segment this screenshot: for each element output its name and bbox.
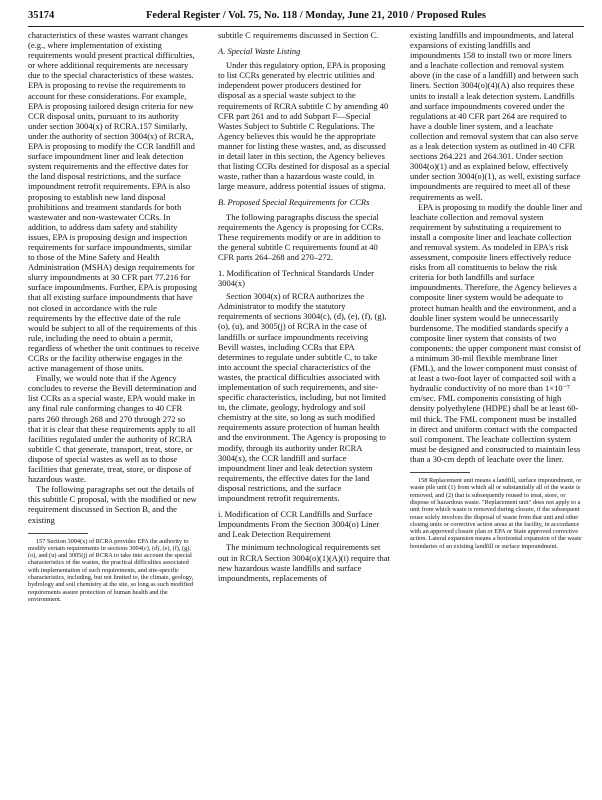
paragraph: Section 3004(x) of RCRA authorizes the Administrator to modify the statutory requirements of sections 3004(c), (d), (e), (f), (g), (o), (u), and 3005(j) of RCRA in the case of landfills or surface impoundments receiving Bevill wastes, including CCRs that EPA determines to regulate under subtitle C, to take into account the special characteristics of the wastes, the practical difficulties associated with implementation of such requirements, and site-specific characteristics, including, but not limited to, the climate, geology, hydrology and soil chemistry at the site, so long as such modified requirements assure protection of human health and the environment. The Agency is proposing to modify, through its authority under RCRA 3004(x), the CCR landfill and surface impoundment liner and leak detection system requirements, the effective dates for the land disposal restrictions, and the surface impoundment retrofit requirements. bbox=[218, 291, 387, 504]
running-head: Federal Register / Vol. 75, No. 118 / Monday, June 21, 2010 / Proposed Rules bbox=[146, 10, 486, 21]
column-3 bbox=[410, 30, 582, 792]
paragraph: The following paragraphs set out the details of this subtitle C proposal, with the modified or new requirement discussed in Section B, and the existing bbox=[28, 484, 197, 525]
paragraph: EPA is proposing to modify the double liner and leachate collection and removal system requirement by substituting a requirement to install a composite liner and leachate collection and removal system. As modeled in EPA's risk assessment, composite liners effectively reduce risks from all constituents to below the risk criteria for both landfills and surface impoundments. Therefore, the Agency believes a composite liner system would be adequate to protect human health and the environment, and a double liner system would be unnecessarily burdensome. The modified standards specify a composite liner system that consists of two components: the upper component must consist of a minimum 30-mil flexible membrane liner (FML), and the lower component must consist of at least a two-foot layer of compacted soil with a hydraulic conductivity of no more than 1×10⁻⁷ cm/sec. FML components consisting of high density polyethylene (HDPE) shall be at least 60-mil thick. The FML component must be installed in direct and uniform contact with the compacted soil component. The leachate collection system must be designed and constructed to maintain less than a 30-cm depth of leachate over the liner. bbox=[410, 201, 582, 464]
paragraph: The minimum technological requirements set out in RCRA Section 3004(o)(1)(A)(i) require that new hazardous waste landfills and surface impoundments, replacements of bbox=[218, 542, 390, 583]
column-2 bbox=[218, 30, 390, 792]
page-number: 35174 bbox=[28, 10, 55, 21]
footnote-158: 158 Replacement unit means a landfill, surface impoundment, or waste pile unit (1) from which all or substantially all of the waste is removed, and (2) that is subsequently reused to treat, store, or dispose of hazardous waste. "Replacement unit" does not apply to a unit from which waste is removed during closure, if the subsequent reuse solely involves the disposal of waste from that unit and other closing units or corrective action areas at the facility, in accordance with an approved closure plan or EPA or State approved corrective action. Lateral expansion means a horizontal expansion of the waste boundaries of an existing landfill or surface impoundment. bbox=[410, 477, 582, 550]
paragraph: Under this regulatory option, EPA is proposing to list CCRs generated by electric utilities and independent power producers destined for disposal as a special waste subject to the requirements of RCRA subtitle C by amending 40 CFR part 261 and to add Subpart F—Special Wastes Subject to Subtitle C Regulations. The Agency believes this would be the appropriate manner for listing these wastes, and, as discussed in detail later in this section, the Agency believes that listing CCRs destined for disposal as a special waste, rather than a hazardous waste could, in large measure, address potential issues of stigma. bbox=[218, 60, 390, 192]
page-header bbox=[28, 10, 584, 24]
section-heading-b1: 1. Modification of Technical Standards Under 3004(x) bbox=[218, 267, 374, 289]
paragraph: The following paragraphs discuss the special requirements the Agency is proposing for CCRs. These requirements modify or are in addition to the general subtitle C requirements found at 40 CFR parts 264–268 and 270–272. bbox=[218, 211, 384, 262]
section-heading-b: B. Proposed Special Requirements for CCRs bbox=[218, 197, 370, 208]
paragraph: existing landfills and impoundments, and lateral expansions of existing landfills and impoundments 158 to install two or more liners and a leachate collection and removal system above (in the case of a landfill) and between such liners. Section 3004(o)(4)(A) also requires these units to install a leak detection system. Landfills and surface impoundments covered under the regulations at 40 CFR part 264 are required to have a double liner system, and a leachate collection and removal system that can also serve as a leak detection system as outlined in 40 CFR sections 264.221 and 264.301. Under section 3004(o)(1) and as explained below, effectively under section 3004(o)(1), as well, existing surface impoundments are required to meet all of these requirements as well. bbox=[410, 30, 581, 202]
section-heading-i: i. Modification of CCR Landfills and Surface Impoundments From the Section 3004(o) Liner and Leak Detection Requirement bbox=[218, 509, 380, 540]
column-1 bbox=[28, 30, 200, 792]
section-heading-a: A. Special Waste Listing bbox=[218, 46, 301, 57]
paragraph: Finally, we would note that if the Agency concludes to reverse the Bevill determination and list CCRs as a special waste, EPA would make in any final rule conforming changes to 40 CFR parts 260 through 268 and 270 through 272 so that it is clear that these requirements apply to all facilities regulated under the authority of RCRA subtitle C that generate, transport, treat, store, or dispose of special wastes as well as to those facilities that generate, treat, store, or dispose of hazardous waste. bbox=[28, 373, 197, 485]
footnote-157: 157 Section 3004(x) of RCRA provides EPA the authority to modify certain requirements in sections 3004(c), (d), (e), (f), (g), (o), and (u) and 3005(j) of RCRA to take into account the special characteristics of the wastes, the practical difficulties associated with implementation of such requirements, and site-specific characteristics, including, but not limited to, the climate, geology, hydrology and soil chemistry at the site, so long as such modified requirements assure protection of human health and the environment. bbox=[28, 537, 194, 603]
paragraph: characteristics of these wastes warrant changes (e.g., where implementation of existing requirements would present practical difficulties, or where additional requirements are necessary due to the special characteristics of these wastes. EPA is proposing to revise the requirements to account for these considerations. For example, EPA is proposing tailored design criteria for new CCR disposal units, pursuant to its authority under section 3004(x) of RCRA.157 Similarly, under the authority of section 3004(x) of RCRA, EPA is proposing to modify the CCR landfill and surface impoundment liner and leak detection system requirements and the effective dates for the land disposal restrictions, and the surface impoundment retrofit requirements. EPA is also proposing to establish new land disposal prohibitions and treatment standards for both wastewater and non-wastewater CCRs. In addition, to address dam safety and stability issues, EPA is proposing design and inspection requirements for surface impoundments, similar to those of the Mine Safety and Health Administration (MSHA) design requirements for slurry impoundments at 30 CFR part 77.216 for surface impoundments. Further, EPA is proposing that all existing surface impoundments that have not closed in accordance with the rule requirements by the effective date of the rule would be subject to all of the requirements of this rule, including the need to obtain a permit, regardless of whether the unit continues to receive CCRs or the facility otherwise engages in the active management of those units. bbox=[28, 30, 200, 374]
header-rule bbox=[28, 26, 584, 27]
footnote-rule bbox=[410, 472, 470, 473]
footnote-rule bbox=[28, 533, 88, 534]
paragraph: subtitle C requirements discussed in Section C. bbox=[218, 30, 379, 40]
